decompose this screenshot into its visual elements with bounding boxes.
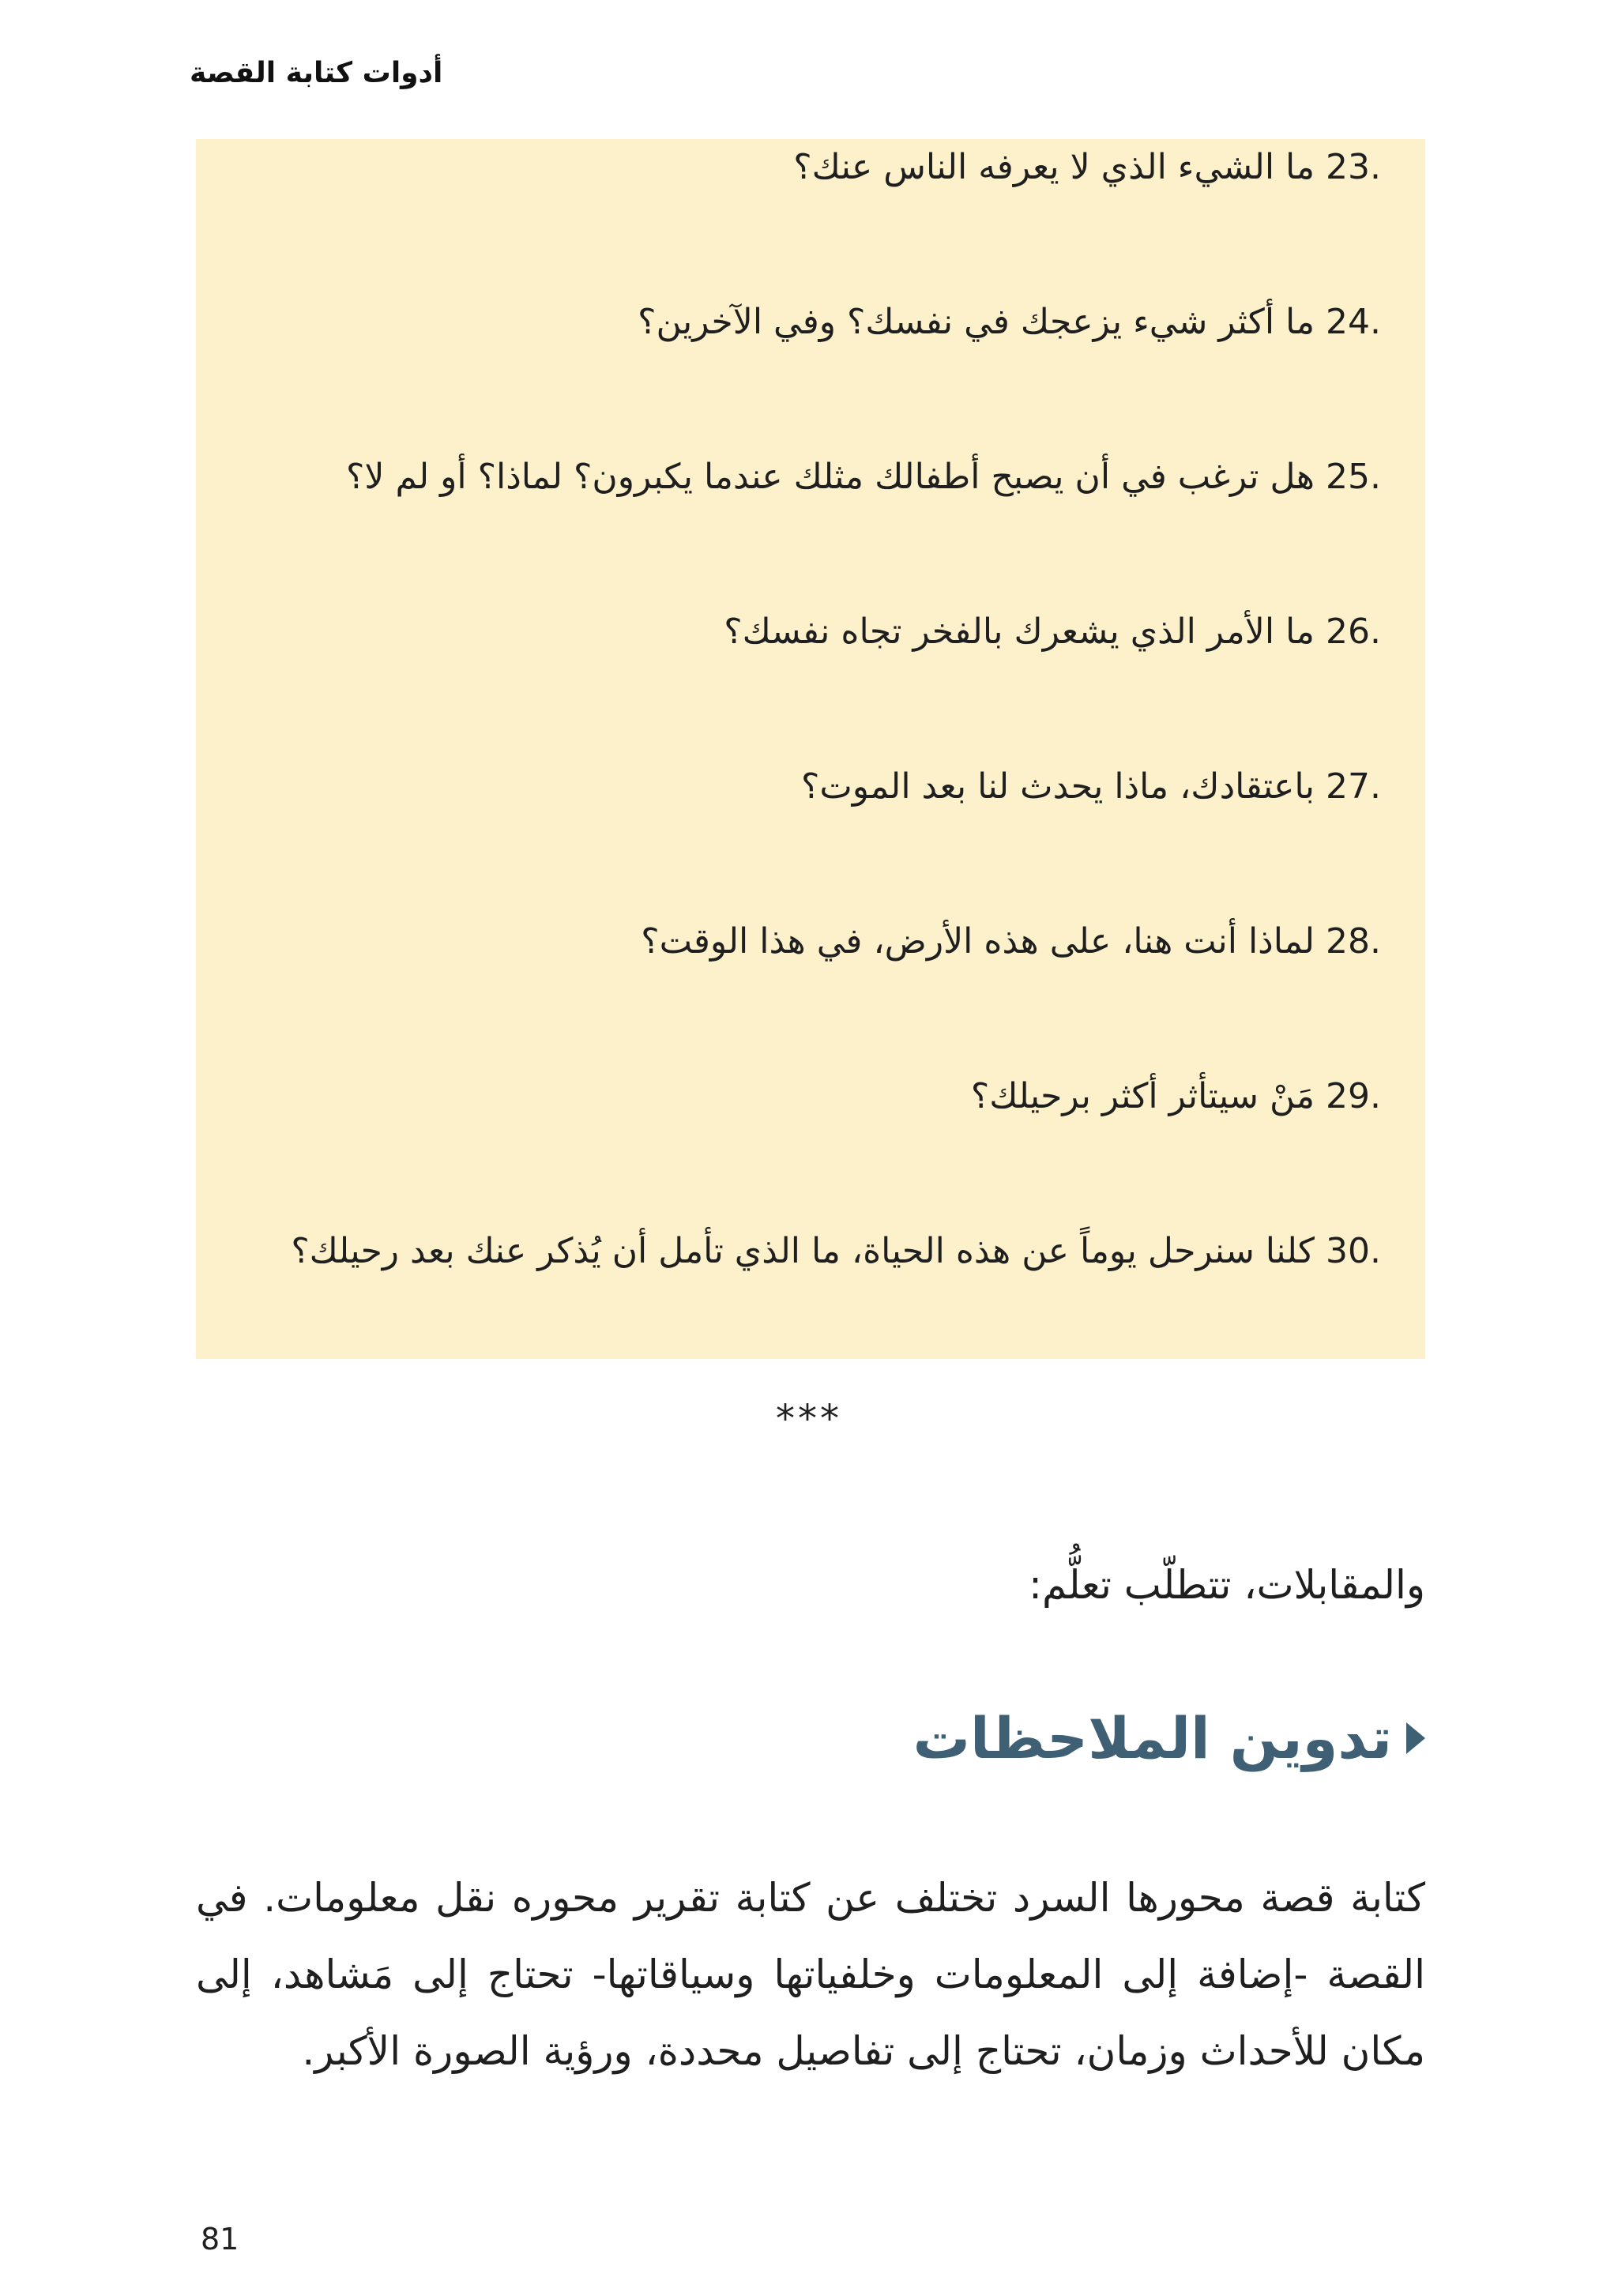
question-text: ما أكثر شيء يزعجك في نفسك؟ وفي الآخرين؟	[638, 302, 1315, 342]
section-separator: ***	[776, 1397, 842, 1441]
running-header: أدوات كتابة القصة	[190, 57, 443, 89]
body-paragraph: كتابة قصة محورها السرد تختلف عن كتابة تقرير محوره نقل معلومات. في القصة -إضافة إلى المعلومات وخلفياتها وسياقاتها- تحتاج إلى مَشاهد، إلى مكان للأحداث وزمان، تحتاج إلى تفاصيل محددة، ورؤية الصورة الأكبر.	[196, 1875, 1425, 2074]
question-item	[801, 763, 1381, 811]
question-number: 29.	[1326, 1076, 1381, 1116]
question-number: 26.	[1326, 612, 1381, 652]
page-number: 81	[201, 2222, 239, 2256]
question-item	[346, 454, 1381, 501]
question-text: ما الشيء الذي لا يعرفه الناس عنك؟	[793, 147, 1315, 187]
question-item	[793, 144, 1381, 191]
questions-box	[196, 139, 1425, 1359]
question-text: هل ترغب في أن يصبح أطفالك مثلك عندما يكبرون؟ لماذا؟ أو لم لا؟	[346, 457, 1315, 497]
question-text: مَنْ سيتأثر أكثر برحيلك؟	[970, 1076, 1315, 1116]
question-text: ما الأمر الذي يشعرك بالفخر تجاه نفسك؟	[724, 612, 1315, 652]
question-number: 25.	[1326, 457, 1381, 497]
question-item	[971, 1073, 1381, 1120]
section-heading	[913, 1699, 1425, 1778]
question-item	[641, 918, 1381, 965]
question-item	[291, 1228, 1381, 1275]
question-number: 23.	[1326, 147, 1381, 187]
question-item	[638, 299, 1381, 346]
triangle-marker-icon	[1406, 1722, 1425, 1754]
question-item	[724, 608, 1381, 656]
question-text: باعتقادك، ماذا يحدث لنا بعد الموت؟	[800, 766, 1315, 807]
lead-line: والمقابلات، تتطلّب تعلُّم:	[1029, 1562, 1425, 1608]
question-number: 27.	[1326, 766, 1381, 807]
question-number: 30.	[1326, 1231, 1381, 1271]
question-text: لماذا أنت هنا، على هذه الأرض، في هذا الوقت؟	[641, 921, 1315, 962]
question-text: كلنا سنرحل يوماً عن هذه الحياة، ما الذي تأمل أن يُذكر عنك بعد رحيلك؟	[291, 1231, 1315, 1271]
question-number: 24.	[1326, 302, 1381, 342]
question-number: 28.	[1326, 921, 1381, 962]
section-heading-text: تدوين الملاحظات	[912, 1705, 1392, 1771]
